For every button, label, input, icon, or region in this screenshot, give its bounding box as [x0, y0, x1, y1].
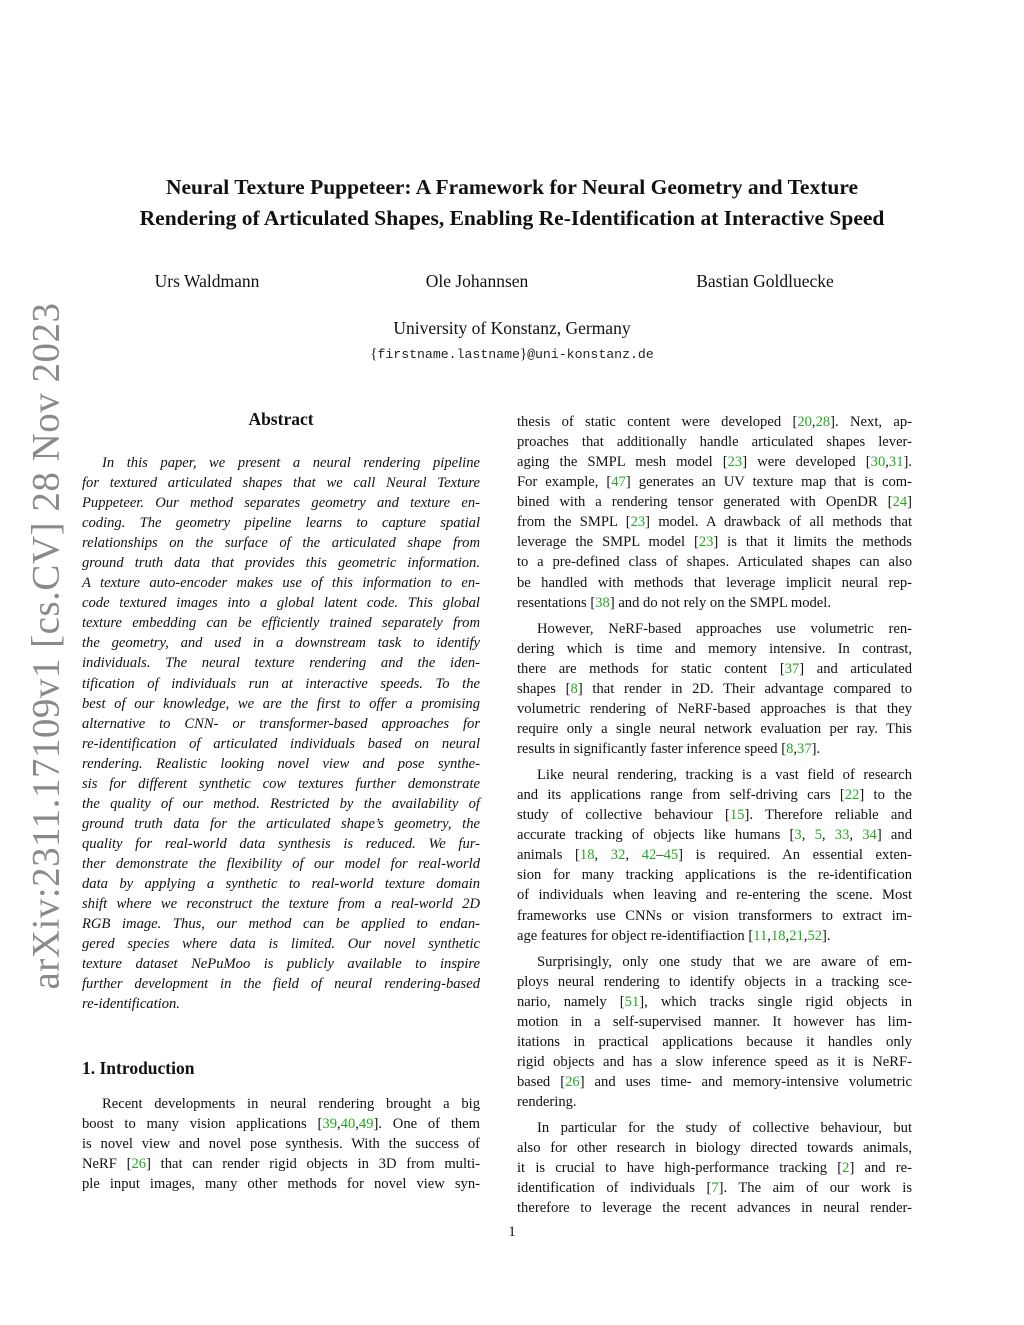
- abstract-line: the quality of our method. Restricted by the availability of: [82, 795, 480, 812]
- text-line: [517, 926, 912, 946]
- abstract-line: re-identification.: [82, 996, 180, 1013]
- text-run: ,: [793, 741, 798, 757]
- text-line: [517, 659, 912, 679]
- text-run: results in significantly faster inference speed [: [517, 741, 787, 757]
- citation-link[interactable]: 26: [131, 1156, 147, 1172]
- text-line: dering which is time and memory intensive. In contrast,: [517, 640, 912, 657]
- text-line: require only a single neural network evaluation per ray. This: [517, 720, 912, 737]
- citation-link[interactable]: 26: [565, 1074, 580, 1090]
- text-run: thesis of static content were developed [: [517, 414, 798, 430]
- text-run: animals [: [517, 847, 580, 864]
- right-column-body: [517, 412, 912, 1218]
- abstract-line: sis for different synthetic cow textures further demonstrate: [82, 775, 480, 792]
- text-run: ,: [355, 1116, 359, 1132]
- text-line: [517, 452, 912, 472]
- text-line: rendering.: [517, 1094, 577, 1111]
- text-line: [517, 785, 912, 805]
- text-line: therefore to leverage the recent advances in neural render-: [517, 1200, 912, 1217]
- title-line-2: Rendering of Articulated Shapes, Enabling Re-Identification at Interactive Speed: [139, 206, 885, 230]
- abstract-line: alternative to CNN- or transformer-based approaches for: [82, 715, 480, 732]
- abstract-body: [82, 453, 480, 1014]
- text-line: [517, 1158, 912, 1178]
- citation-link[interactable]: 38: [595, 594, 610, 611]
- text-run: NeRF [: [82, 1156, 132, 1172]
- citation-link[interactable]: 32: [610, 847, 626, 864]
- citation-link[interactable]: 22: [844, 787, 860, 804]
- abstract-line: best of our knowledge, we are the first to offer a promising: [82, 695, 480, 712]
- text-line: proaches that additionally handle articulated shapes lever-: [517, 434, 912, 451]
- author-1: Urs Waldmann: [154, 271, 260, 291]
- text-run: ] and do not rely on the SMPL model.: [609, 594, 831, 611]
- text-run: leverage the SMPL model [: [517, 534, 699, 551]
- text-run: ].: [822, 927, 831, 944]
- citation-link[interactable]: 31: [888, 454, 904, 471]
- abstract-line: shift where we reconstruct the texture from a real-world 2D: [82, 896, 480, 913]
- text-run: ] and re-: [849, 1160, 912, 1177]
- abstract-line: ground truth data that provides this geometric information.: [82, 555, 480, 572]
- text-run: and its applications range from self-driving cars [: [517, 787, 845, 804]
- text-line: [517, 492, 912, 512]
- text-run: For example, [: [517, 474, 612, 491]
- text-run: ]. One of them: [373, 1116, 480, 1132]
- abstract-line: Puppeteer. Our method separates geometry and texture en-: [82, 495, 480, 512]
- abstract-line: quality for real-world data synthesis is reduced. We fur-: [82, 835, 480, 852]
- text-run: ] and articulated: [799, 660, 912, 677]
- text-run: ,: [801, 827, 815, 844]
- abstract-line: rendering. Realistic looking novel view and pose synthe-: [82, 755, 480, 772]
- text-run: ,: [594, 847, 611, 864]
- text-line: [82, 1154, 480, 1174]
- text-line: volumetric rendering of NeRF-based approaches is that they: [517, 700, 912, 717]
- abstract-line: ther demonstrate the flexibility of our model for real-world: [82, 855, 480, 872]
- author-3: Bastian Goldluecke: [696, 271, 834, 291]
- text-line: to a pre-defined class of shapes. Articulated shapes can also: [517, 554, 912, 571]
- text-run: ] were developed [: [742, 454, 871, 471]
- text-run: age features for object re-identifiaction [: [517, 927, 754, 944]
- text-run: ,: [767, 927, 771, 944]
- text-line: frameworks use CNNs or vision transformers to extract im-: [517, 907, 912, 924]
- text-line: [82, 1114, 480, 1134]
- text-run: ] to the: [859, 787, 912, 804]
- abstract-line: data by applying a synthetic to real-world texture domain: [82, 875, 480, 892]
- citation-link[interactable]: 23: [727, 454, 743, 471]
- text-line: [517, 992, 912, 1012]
- section-heading-introduction: 1. Introduction: [82, 1058, 195, 1078]
- text-run: –: [656, 847, 664, 864]
- text-run: ] and: [876, 827, 912, 844]
- abstract-line: relationships on the surface of the articulated shape from: [82, 535, 480, 552]
- text-line: also for other research in biology directed towards animals,: [517, 1140, 912, 1157]
- citation-link[interactable]: 33: [834, 827, 850, 844]
- text-run: ,: [785, 927, 790, 944]
- abstract-line: A texture auto-encoder makes use of this information to en-: [82, 575, 480, 592]
- citation-link[interactable]: 23: [630, 514, 646, 531]
- text-run: nario, namely [: [517, 993, 625, 1010]
- text-run: aging the SMPL mesh model [: [517, 454, 728, 471]
- text-line: [517, 472, 912, 492]
- text-run: ,: [849, 827, 863, 844]
- abstract-line: In this paper, we present a neural rendering pipeline: [102, 455, 480, 471]
- text-run: accurate tracking of objects like humans [: [517, 827, 795, 844]
- citation-link[interactable]: 37: [784, 660, 800, 677]
- arxiv-identifier-stamp: arXiv:2311.17109v1 [cs.CV] 28 Nov 2023: [24, 302, 68, 990]
- text-line: Recent developments in neural rendering brought a big: [102, 1096, 480, 1112]
- text-run: ].: [903, 454, 913, 471]
- text-line: [517, 593, 912, 613]
- text-run: ,: [803, 927, 808, 944]
- text-line: itations in practical applications because it handles only: [517, 1033, 912, 1050]
- text-line: ploys neural rendering to identify objects in a tracking sce-: [517, 973, 912, 990]
- text-run: ].: [811, 741, 821, 757]
- citation-link[interactable]: 45: [663, 847, 679, 864]
- citation-link[interactable]: 21: [789, 927, 804, 944]
- author-email[interactable]: [0, 346, 1024, 363]
- text-run: ] that can render rigid objects in 3D from multi-: [146, 1156, 480, 1172]
- text-line: Surprisingly, only one study that we are aware of em-: [537, 953, 912, 970]
- text-run: there are methods for static content [: [517, 660, 785, 677]
- email-brace-open: {: [370, 346, 378, 362]
- text-run: ] model. A drawback of all methods that: [645, 514, 912, 531]
- text-line: [517, 1178, 912, 1198]
- title-line-1: Neural Texture Puppeteer: A Framework for Neural Geometry and Texture: [165, 175, 859, 199]
- abstract-line: ground truth data for the articulated shape’s geometry, the: [82, 815, 480, 832]
- citation-link[interactable]: 39: [322, 1116, 337, 1132]
- abstract-line: code textured images into a global latent code. This global: [82, 595, 480, 612]
- citation-link[interactable]: 40: [340, 1116, 356, 1132]
- email-brace-close: }: [519, 346, 528, 362]
- text-run: ] generates an UV texture map that is com-: [625, 474, 912, 491]
- abstract-line: texture embedding can be efficiently trained separately from: [82, 615, 480, 632]
- citation-link[interactable]: 18: [770, 927, 786, 944]
- text-run: ] and uses time- and memory-intensive volumetric: [579, 1074, 912, 1090]
- abstract-line: further development in the field of neural rendering-based: [82, 976, 480, 993]
- text-line: is novel view and novel pose synthesis. With the success of: [82, 1136, 480, 1152]
- citation-link[interactable]: 15: [729, 807, 745, 824]
- text-line: rigid objects and has a slow inference speed as it is NeRF-: [517, 1053, 912, 1070]
- citation-link[interactable]: 8: [786, 741, 794, 757]
- email-name: firstname.lastname: [377, 347, 520, 362]
- affiliation: University of Konstanz, Germany: [393, 318, 631, 338]
- citation-link[interactable]: 51: [624, 993, 640, 1010]
- text-run: ] is required. An essential exten-: [678, 847, 913, 864]
- text-run: ,: [625, 847, 642, 864]
- text-line: [517, 805, 912, 825]
- text-run: ]: [907, 494, 912, 511]
- abstract-heading: Abstract: [248, 409, 314, 429]
- text-run: study of collective behaviour [: [517, 807, 730, 824]
- text-run: ,: [336, 1116, 341, 1132]
- citation-link[interactable]: 52: [807, 927, 823, 944]
- citation-link[interactable]: 5: [814, 827, 822, 844]
- text-run: it is crucial to have high-performance tracking [: [517, 1160, 843, 1177]
- text-line: of individuals when leaving and re-entering the scene. Most: [517, 887, 912, 904]
- page-number: 1: [508, 1224, 516, 1240]
- text-line: [517, 512, 912, 532]
- text-run: resentations [: [517, 594, 596, 611]
- text-run: boost to many vision applications [: [82, 1116, 323, 1132]
- citation-link[interactable]: 42: [641, 847, 657, 864]
- text-run: ,: [811, 414, 816, 430]
- text-run: ,: [885, 454, 889, 471]
- citation-link[interactable]: 28: [815, 414, 831, 430]
- abstract-line: tification of individuals run at interactive speeds. To the: [82, 675, 480, 692]
- text-line: [517, 1072, 912, 1092]
- text-line: [517, 532, 912, 552]
- citation-link[interactable]: 37: [797, 741, 812, 757]
- text-line: [517, 679, 912, 699]
- citation-link[interactable]: 34: [862, 827, 877, 844]
- citation-link[interactable]: 30: [870, 454, 886, 471]
- abstract-line: re-identification of articulated individuals based on neural: [82, 735, 480, 752]
- text-line: be handled with methods that leverage implicit neural rep-: [517, 574, 912, 591]
- citation-link[interactable]: 3: [794, 827, 802, 844]
- text-run: from the SMPL [: [517, 514, 631, 531]
- abstract-line: the geometry, and used in a downstream task to identify: [82, 635, 480, 652]
- text-run: ]. Therefore reliable and: [744, 807, 912, 824]
- text-run: ]. Next, ap-: [830, 414, 912, 430]
- text-run: shapes [: [517, 680, 571, 697]
- email-domain: @uni-konstanz.de: [527, 347, 654, 362]
- introduction-body: [82, 1094, 480, 1194]
- author-2: Ole Johannsen: [425, 271, 529, 291]
- paper-title: [60, 172, 964, 234]
- text-line: However, NeRF-based approaches use volumetric ren-: [537, 620, 912, 637]
- text-run: ]. The aim of our work is: [718, 1180, 912, 1197]
- citation-link[interactable]: 49: [358, 1116, 374, 1132]
- abstract-line: for textured articulated shapes that we call Neural Texture: [82, 475, 480, 492]
- citation-link[interactable]: 24: [892, 494, 908, 511]
- citation-link[interactable]: 20: [797, 414, 812, 430]
- text-run: based [: [517, 1074, 566, 1090]
- text-run: ], which tracks single rigid objects in: [639, 993, 912, 1010]
- abstract-line: gered species where data is limited. Our novel synthetic: [82, 936, 480, 953]
- text-line: motion in a self-supervised manner. It however has lim-: [517, 1013, 912, 1030]
- text-line: ple input images, many other methods for novel view syn-: [82, 1176, 480, 1192]
- citation-link[interactable]: 7: [711, 1180, 719, 1197]
- citation-link[interactable]: 2: [842, 1160, 850, 1177]
- text-run: ,: [821, 827, 835, 844]
- text-run: bined with a rendering tensor generated with OpenDR [: [517, 494, 893, 511]
- text-line: In particular for the study of collective behaviour, but: [537, 1120, 912, 1137]
- text-run: identification of individuals [: [517, 1180, 712, 1197]
- citation-link[interactable]: 18: [579, 847, 595, 864]
- text-line: [517, 739, 912, 759]
- citation-link[interactable]: 47: [611, 474, 626, 491]
- text-line: [517, 845, 912, 865]
- citation-link[interactable]: 8: [570, 680, 578, 697]
- text-run: ] is that it limits the methods: [713, 534, 912, 551]
- citation-link[interactable]: 11: [753, 927, 768, 944]
- text-line: [517, 825, 912, 845]
- citation-link[interactable]: 23: [698, 534, 714, 551]
- text-line: [517, 412, 912, 432]
- text-line: sion for many tracking applications is the re-identification: [517, 867, 912, 884]
- text-line: Like neural rendering, tracking is a vast field of research: [537, 767, 912, 784]
- abstract-line: individuals. The neural texture rendering and the iden-: [82, 655, 480, 672]
- abstract-line: coding. The geometry pipeline learns to capture spatial: [82, 515, 480, 532]
- abstract-line: RGB image. Thus, our method can be applied to endan-: [82, 916, 480, 933]
- text-run: ] that render in 2D. Their advantage compared to: [577, 680, 912, 697]
- abstract-line: texture dataset NePuMoo is publicly available to inspire: [82, 956, 480, 973]
